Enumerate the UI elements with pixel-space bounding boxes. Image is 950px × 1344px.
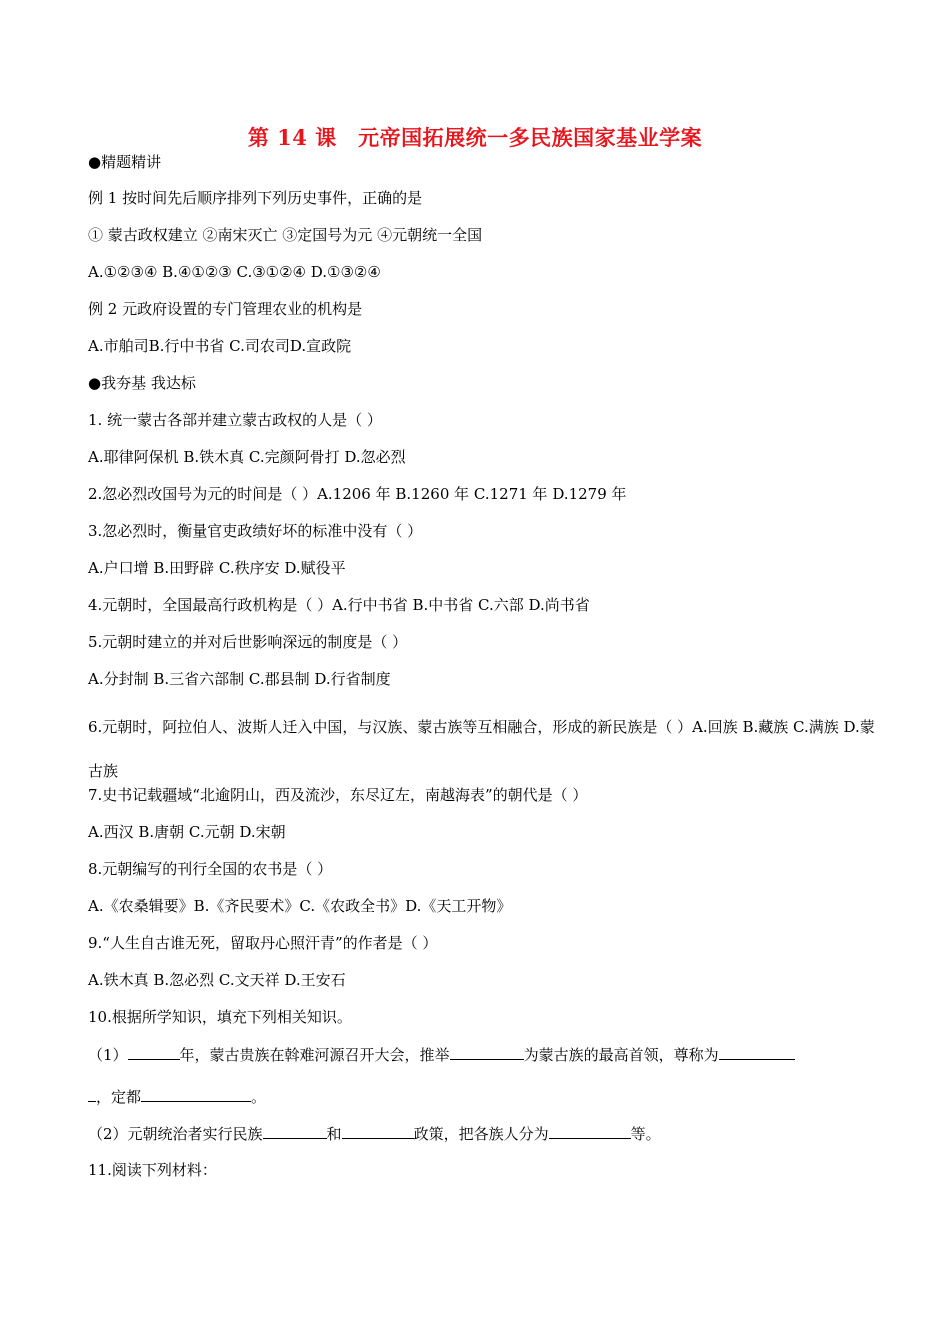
- question-4: 4.元朝时，全国最高行政机构是（ ）A.行中书省 B.中书省 C.六部 D.尚书省: [88, 596, 590, 614]
- part-1-text-a: 年，蒙古贵族在斡难河源召开大会，推举: [179, 1046, 450, 1064]
- question-10: 10.根据所学知识，填充下列相关知识。: [88, 1008, 352, 1026]
- example-2-question: 例 2 元政府设置的专门管理农业的机构是: [88, 300, 363, 318]
- example-1-question: 例 1 按时间先后顺序排列下列历史事件，正确的是: [88, 189, 423, 207]
- blank-policy-1[interactable]: [263, 1122, 327, 1139]
- question-7: 7.史书记载疆域“北逾阴山，西及流沙，东尽辽左，南越海表”的朝代是（ ）: [88, 786, 588, 804]
- blank-title[interactable]: [719, 1043, 795, 1060]
- part-2-text-c: 政策，把各族人分为: [413, 1125, 549, 1143]
- question-9: 9.“人生自古谁无死，留取丹心照汗青”的作者是（ ）: [88, 934, 438, 952]
- question-9-options: A.铁木真 B.忽必烈 C.文天祥 D.王安石: [88, 971, 346, 989]
- example-1-options: A.①②③④ B.④①②③ C.③①②④ D.①③②④: [88, 263, 381, 281]
- section-heading-examples: ●精题精讲: [88, 153, 162, 171]
- question-5: 5.元朝时建立的并对后世影响深远的制度是（ ）: [88, 633, 408, 651]
- question-5-options: A.分封制 B.三省六部制 C.郡县制 D.行省制度: [88, 670, 391, 688]
- blank-classes[interactable]: [549, 1122, 631, 1139]
- part-1-label: （1）: [88, 1046, 128, 1064]
- page-title: 第 14 课 元帝国拓展统一多民族国家基业学案: [247, 125, 703, 150]
- example-1-items: ① 蒙古政权建立 ②南宋灭亡 ③定国号为元 ④元朝统一全国: [88, 226, 483, 244]
- question-10-part-1: [88, 1043, 878, 1066]
- part-2-text-d: 等。: [630, 1125, 661, 1143]
- question-6: 6.元朝时，阿拉伯人、波斯人迁入中国，与汉族、蒙古族等互相融合，形成的新民族是（ ）A.回族 B.藏族 C.满族 D.蒙古族: [88, 718, 875, 780]
- part-1-text-c: ，定都: [96, 1088, 142, 1106]
- part-2-text-b: 和: [326, 1125, 342, 1143]
- question-1: 1. 统一蒙古各部并建立蒙古政权的人是（ ）: [88, 411, 382, 429]
- blank-year[interactable]: [128, 1043, 180, 1060]
- question-8: 8.元朝编写的刊行全国的农书是（ ）: [88, 860, 333, 878]
- question-2: 2.忽必烈改国号为元的时间是（ ）A.1206 年 B.1260 年 C.1271 年 D.1279 年: [88, 485, 627, 503]
- question-10-part-2: [88, 1122, 878, 1145]
- blank-leader[interactable]: [450, 1043, 524, 1060]
- question-3-options: A.户口增 B.田野辟 C.秩序安 D.赋役平: [88, 559, 346, 577]
- question-3: 3.忽必烈时，衡量官吏政绩好坏的标准中没有（ ）: [88, 522, 423, 540]
- blank-capital[interactable]: [141, 1085, 251, 1102]
- blank-title-cont[interactable]: [88, 1085, 96, 1102]
- question-10-part-1-cont: [88, 1085, 878, 1108]
- question-11: 11.阅读下列材料：: [88, 1161, 217, 1179]
- part-2-text-a: （2）元朝统治者实行民族: [88, 1125, 263, 1143]
- example-2-options: A.市舶司B.行中书省 C.司农司D.宣政院: [88, 337, 352, 355]
- part-1-text-d: 。: [251, 1088, 267, 1106]
- section-heading-practice: ●我夯基 我达标: [88, 374, 196, 392]
- part-1-text-b: 为蒙古族的最高首领，尊称为: [523, 1046, 719, 1064]
- question-8-options: A.《农桑辑要》B.《齐民要术》C.《农政全书》D.《天工开物》: [88, 897, 512, 915]
- question-7-options: A.西汉 B.唐朝 C.元朝 D.宋朝: [88, 823, 286, 841]
- blank-policy-2[interactable]: [342, 1122, 414, 1139]
- question-1-options: A.耶律阿保机 B.铁木真 C.完颜阿骨打 D.忽必烈: [88, 448, 406, 466]
